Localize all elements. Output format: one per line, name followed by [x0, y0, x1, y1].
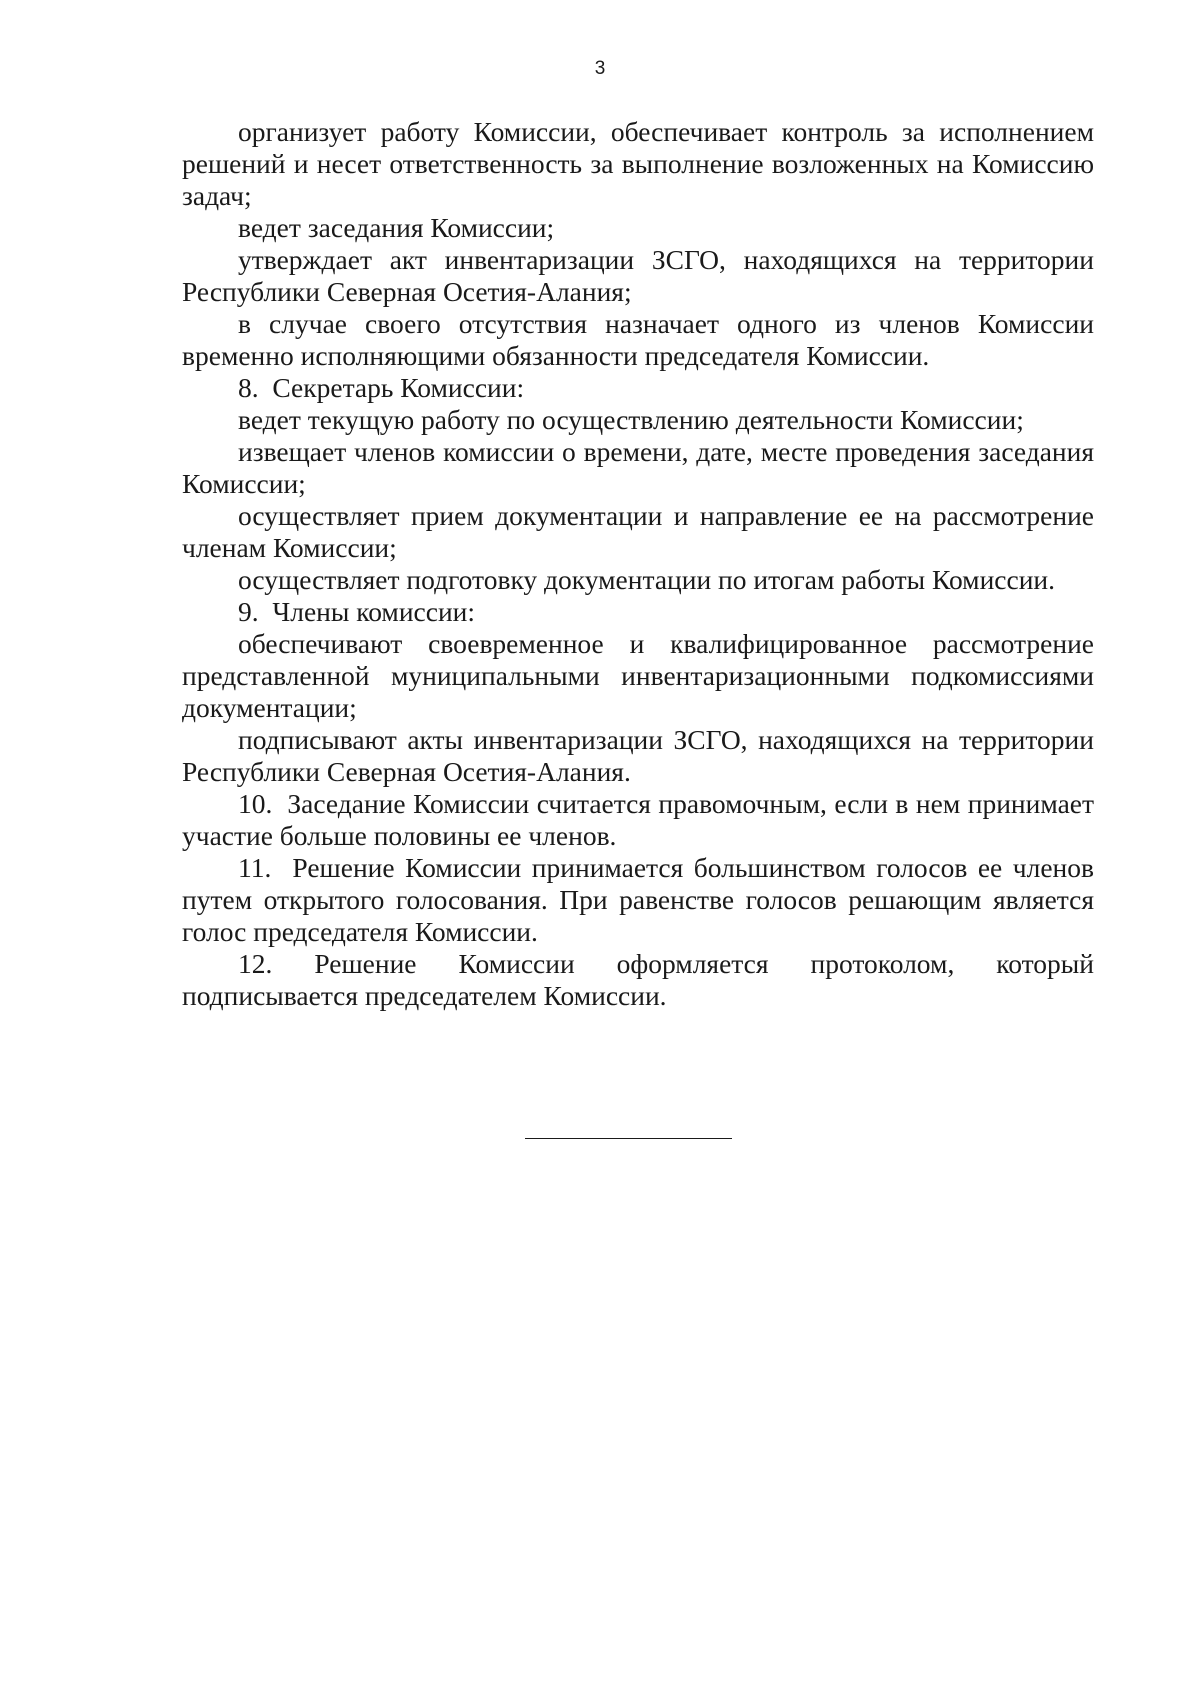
paragraph-secretary-receive: осуществляет прием документации и направление ее на рассмотрение членам Комиссии;	[182, 500, 1101, 563]
paragraph-secretary-notify: извещает членов комиссии о времени, дате, месте проведения заседания Комиссии;	[182, 436, 1101, 499]
paragraph-members-sign: подписывают акты инвентаризации ЗСГО, находящихся на территории Республики Северная Осетия-Алания.	[182, 724, 1101, 787]
closing-separator-line	[525, 1138, 732, 1139]
clause-8-heading: 8. Секретарь Комиссии:	[238, 372, 525, 403]
paragraph-members-review: обеспечивают своевременное и квалифицированное рассмотрение представленной муниципальными инвентаризационными подкомиссиями документации;	[182, 628, 1101, 723]
paragraph-chair-duties-conduct: ведет заседания Комиссии;	[238, 212, 555, 243]
clause-9-heading: 9. Члены комиссии:	[238, 596, 476, 627]
clause-10: 10. Заседание Комиссии считается правомочным, если в нем принимает участие больше половины ее членов.	[182, 788, 1101, 851]
paragraph-secretary-current-work: ведет текущую работу по осуществлению деятельности Комиссии;	[238, 404, 1024, 435]
paragraph-chair-duties-deputy: в случае своего отсутствия назначает одного из членов Комиссии временно исполняющими обязанности председателя Комиссии.	[182, 308, 1101, 371]
clause-11: 11. Решение Комиссии принимается большинством голосов ее членов путем открытого голосования. При равенстве голосов решающим является голос председателя Комиссии.	[182, 852, 1101, 947]
paragraph-secretary-prepare: осуществляет подготовку документации по итогам работы Комиссии.	[238, 564, 1056, 595]
paragraph-chair-duties-approve: утверждает акт инвентаризации ЗСГО, находящихся на территории Республики Северная Осетия-Алания;	[182, 244, 1101, 307]
page-number: 3	[594, 58, 606, 79]
document-body	[182, 116, 1101, 1012]
clause-12: 12. Решение Комиссии оформляется протоколом, который подписывается председателем Комиссии.	[182, 948, 1101, 1011]
paragraph-chair-duties-organize: организует работу Комиссии, обеспечивает контроль за исполнением решений и несет ответственность за выполнение возложенных на Комиссию задач;	[182, 116, 1101, 211]
